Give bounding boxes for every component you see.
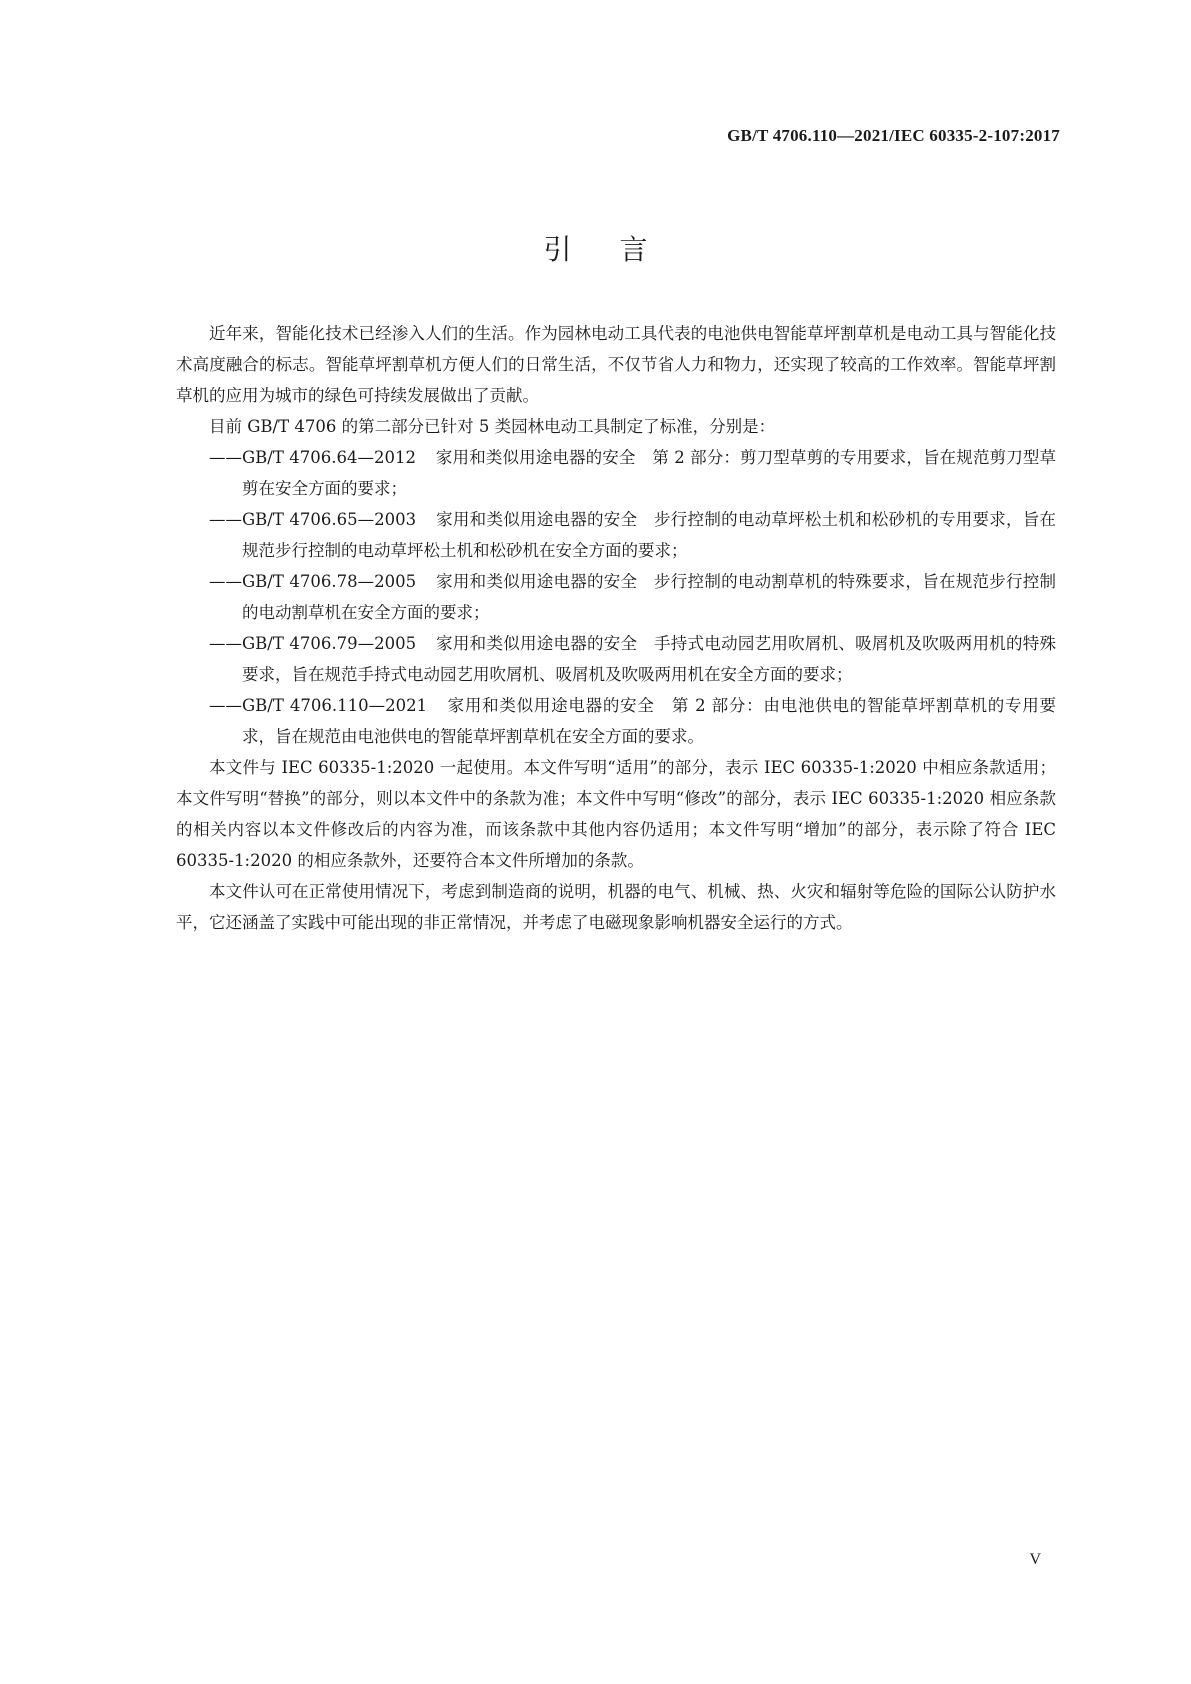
- standard-description: 家用和类似用途电器的安全 第 2 部分：剪刀型草剪的专用要求，旨在规范剪刀型草剪在安全方面的要求；: [242, 448, 1056, 498]
- document-body: [176, 318, 1056, 938]
- standard-description: 家用和类似用途电器的安全 手持式电动园艺用吹屑机、吸屑机及吹吸两用机的特殊要求，旨在规范手持式电动园艺用吹屑机、吸屑机及吹吸两用机在安全方面的要求；: [242, 634, 1057, 684]
- intro-paragraph-2: 目前 GB/T 4706 的第二部分已针对 5 类园林电动工具制定了标准，分别是：: [209, 417, 776, 436]
- standard-code-header: GB/T 4706.110—2021/IEC 60335-2-107:2017: [727, 126, 1060, 145]
- usage-paragraph: 本文件与 IEC 60335-1:2020 一起使用。本文件写明“适用”的部分，表示 IEC 60335-1:2020 中相应条款适用；本文件写明“替换”的部分，则以本文件中的条款为准；本文件中写明“修改”的部分，表示 IEC 60335-1:2020 相应条款的相关内容以本文件修改后的内容为准，而该条款中其他内容仍适用；本文件写明“增加”的部分，表示除了符合 IEC 60335-1:2020 的相应条款外，还要符合本文件所增加的条款。: [176, 758, 1056, 870]
- standards-list-item: [209, 442, 1056, 504]
- standards-list-item: [209, 504, 1056, 566]
- standard-code: ——GB/T 4706.65—2003: [209, 510, 417, 529]
- page-title: 引言: [543, 233, 696, 266]
- standard-description: 家用和类似用途电器的安全 步行控制的电动割草机的特殊要求，旨在规范步行控制的电动割草机在安全方面的要求；: [242, 572, 1057, 622]
- standard-code: ——GB/T 4706.110—2021: [209, 696, 428, 715]
- standard-code: ——GB/T 4706.78—2005: [209, 572, 417, 591]
- page-number: V: [1029, 1551, 1041, 1568]
- standards-list-item: [209, 628, 1056, 690]
- standard-description: 家用和类似用途电器的安全 步行控制的电动草坪松土机和松砂机的专用要求，旨在规范步行控制的电动草坪松土机和松砂机在安全方面的要求；: [242, 510, 1057, 560]
- standards-list-item: [209, 566, 1056, 628]
- scope-paragraph: 本文件认可在正常使用情况下，考虑到制造商的说明，机器的电气、机械、热、火灾和辐射等危险的国际公认防护水平，它还涵盖了实践中可能出现的非正常情况，并考虑了电磁现象影响机器安全运行的方式。: [176, 882, 1056, 932]
- standard-code: ——GB/T 4706.64—2012: [209, 448, 416, 467]
- intro-paragraph-1: 近年来，智能化技术已经渗入人们的生活。作为园林电动工具代表的电池供电智能草坪割草机是电动工具与智能化技术高度融合的标志。智能草坪割草机方便人们的日常生活，不仅节省人力和物力，还实现了较高的工作效率。智能草坪割草机的应用为城市的绿色可持续发展做出了贡献。: [176, 324, 1056, 405]
- standard-code: ——GB/T 4706.79—2005: [209, 634, 417, 653]
- standards-list-item: [209, 690, 1056, 752]
- standard-description: 家用和类似用途电器的安全 第 2 部分：由电池供电的智能草坪割草机的专用要求，旨在规范由电池供电的智能草坪割草机在安全方面的要求。: [242, 696, 1056, 746]
